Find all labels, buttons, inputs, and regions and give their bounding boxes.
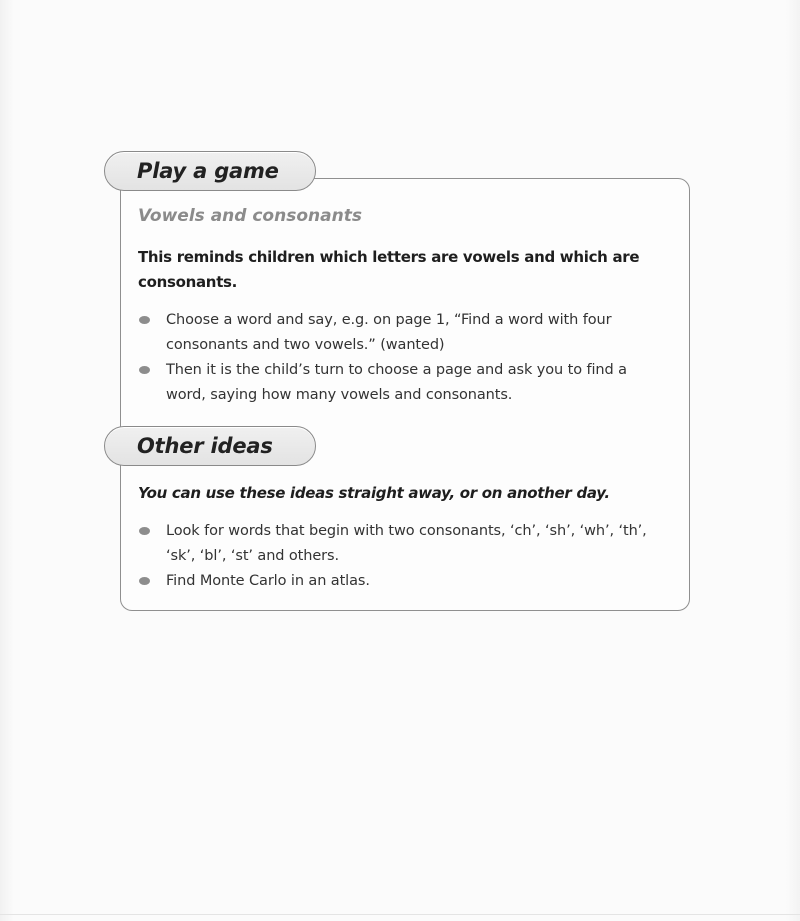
bullet-icon xyxy=(139,316,150,324)
other-ideas-lead: You can use these ideas straight away, or on another day. xyxy=(138,484,610,502)
list-item-text: Then it is the child’s turn to choose a page and ask you to find a word, saying how many vowels and consonants. xyxy=(166,362,627,403)
bullet-icon xyxy=(139,366,150,374)
play-game-tab xyxy=(104,151,316,191)
play-game-lead: This reminds children which letters are vowels and which are consonants. xyxy=(138,248,640,291)
list-item xyxy=(138,569,668,594)
play-game-title: Play a game xyxy=(137,159,279,183)
list-item-text: Look for words that begin with two consonants, ‘ch’, ‘sh’, ‘wh’, ‘th’, ‘sk’, ‘bl’, ‘st’ and others. xyxy=(166,523,647,564)
list-item xyxy=(138,358,668,408)
list-item xyxy=(138,519,668,569)
other-ideas-tab xyxy=(104,426,316,466)
vowels-consonants-subheading: Vowels and consonants xyxy=(138,206,362,226)
list-item-text: Find Monte Carlo in an atlas. xyxy=(166,573,370,589)
page-edge-line xyxy=(0,914,800,915)
other-ideas-title: Other ideas xyxy=(137,434,273,458)
list-item-text: Choose a word and say, e.g. on page 1, “Find a word with four consonants and two vowels.” (wanted) xyxy=(166,312,612,353)
bullet-icon xyxy=(139,527,150,535)
other-ideas-list xyxy=(138,519,668,594)
bullet-icon xyxy=(139,577,150,585)
list-item xyxy=(138,308,668,358)
play-game-list xyxy=(138,308,668,408)
